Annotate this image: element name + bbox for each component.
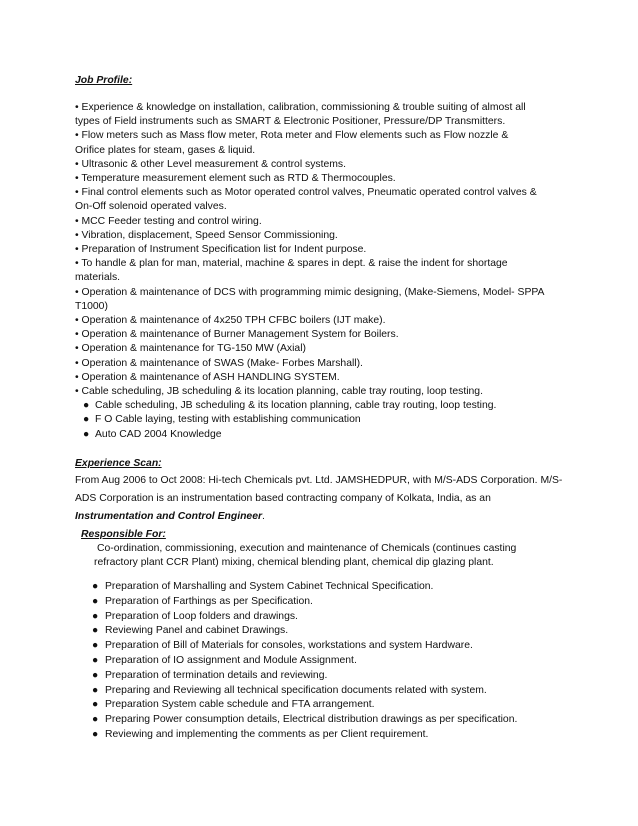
bullet-icon: ●: [92, 669, 99, 681]
responsible-item-text: Preparation of Marshalling and System Cabinet Technical Specification.: [105, 581, 434, 592]
responsible-item: [75, 654, 517, 669]
responsible-item: [75, 580, 517, 595]
bullet-icon: ●: [92, 714, 99, 726]
experience-role-suffix: .: [262, 511, 265, 522]
job-profile-line: • Operation & maintenance for TG-150 MW (Axial): [75, 343, 306, 355]
job-profile-line: • Operation & maintenance of SWAS (Make- Forbes Marshall).: [75, 357, 363, 369]
job-profile-sub-item: [75, 413, 544, 427]
job-profile-line: • Experience & knowledge on installation, calibration, commissioning & trouble suiting of almost all: [75, 102, 526, 113]
bullet-icon: ●: [92, 595, 99, 607]
responsible-item: [75, 610, 517, 625]
job-profile-line: • Operation & maintenance of DCS with programming mimic designing, (Make-Siemens, Model- SPPA: [75, 286, 545, 298]
responsible-list: [75, 580, 517, 743]
job-profile-line: • Temperature measurement element such as RTD & Thermocouples.: [75, 173, 396, 185]
job-profile-sub-item: [75, 428, 544, 442]
responsible-item-text: Reviewing and implementing the comments as per Client requirement.: [105, 728, 429, 740]
job-profile-line: • To handle & plan for man, material, machine & spares in dept. & raise the indent for shortage: [75, 258, 508, 270]
responsible-item-text: Reviewing Panel and cabinet Drawings.: [105, 625, 289, 637]
responsible-item-text: Preparing Power consumption details, Electrical distribution drawings as per specification.: [105, 714, 518, 726]
responsible-desc-line: Co-ordination, commissioning, execution and maintenance of Chemicals (continues casting: [97, 543, 517, 554]
sub-item-text: F O Cable laying, testing with establishing communication: [95, 414, 361, 426]
responsible-item: [75, 669, 517, 684]
responsible-item-text: Preparation of Loop folders and drawings.: [105, 610, 298, 622]
responsible-desc-line: refractory plant CCR Plant) mixing, chemical blending plant, chemical dip glazing plant.: [94, 557, 494, 569]
responsible-item-text: Preparation System cable schedule and FTA arrangement.: [105, 699, 375, 711]
experience-role: Instrumentation and Control Engineer: [75, 511, 263, 522]
responsible-item: [75, 698, 517, 713]
bullet-icon: ●: [92, 699, 99, 711]
responsible-heading: Responsible For:: [81, 529, 166, 540]
experience-role-line: [75, 508, 562, 526]
job-profile-line: • Preparation of Instrument Specification list for Indent purpose.: [75, 244, 367, 256]
responsible-item-text: Preparation of termination details and reviewing.: [105, 669, 328, 681]
sub-item-text: Cable scheduling, JB scheduling & its location planning, cable tray routing, loop testing.: [95, 400, 497, 412]
job-profile-line: • MCC Feeder testing and control wiring.: [75, 215, 262, 227]
responsible-item: [75, 684, 517, 699]
job-profile-line: On-Off solenoid operated valves.: [75, 201, 227, 213]
job-profile-line: • Operation & maintenance of 4x250 TPH CFBC boilers (IJT make).: [75, 315, 386, 327]
job-profile-line: • Ultrasonic & other Level measurement & control systems.: [75, 158, 347, 170]
job-profile-sub-item: [75, 399, 544, 413]
responsible-item: [75, 713, 517, 728]
job-profile-line: T1000): [75, 300, 108, 312]
job-profile-line: materials.: [75, 272, 121, 284]
responsible-desc: [94, 542, 517, 570]
job-profile-heading: Job Profile:: [75, 75, 133, 86]
job-profile-line: • Flow meters such as Mass flow meter, Rota meter and Flow elements such as Flow nozzle &: [75, 130, 509, 142]
bullet-icon: ●: [83, 414, 90, 426]
responsible-item-text: Preparation of IO assignment and Module Assignment.: [105, 654, 357, 666]
job-profile-line: Orifice plates for steam, gases & liquid.: [75, 144, 256, 156]
bullet-icon: ●: [83, 428, 90, 440]
responsible-item: [75, 624, 517, 639]
responsible-item-text: Preparing and Reviewing all technical specification documents related with system.: [105, 684, 487, 696]
job-profile-line: • Vibration, displacement, Speed Sensor Commissioning.: [75, 229, 338, 241]
bullet-icon: ●: [92, 684, 99, 696]
sub-item-text: Auto CAD 2004 Knowledge: [95, 428, 222, 440]
job-profile-list: [75, 101, 544, 442]
responsible-item-text: Preparation of Farthings as per Specification.: [105, 595, 313, 607]
job-profile-line: • Operation & maintenance of ASH HANDLING SYSTEM.: [75, 371, 340, 383]
experience-line: From Aug 2006 to Oct 2008: Hi-tech Chemicals pvt. Ltd. JAMSHEDPUR, with M/S-ADS Corporation. M/S-: [75, 475, 563, 486]
bullet-icon: ●: [92, 581, 99, 592]
bullet-icon: ●: [92, 610, 99, 622]
experience-line: ADS Corporation is an instrumentation based contracting company of Kolkata, India, as an: [75, 493, 491, 504]
bullet-icon: ●: [92, 728, 99, 740]
job-profile-line: • Operation & maintenance of Burner Management System for Boilers.: [75, 329, 399, 341]
bullet-icon: ●: [92, 640, 99, 652]
job-profile-line: types of Field instruments such as SMART & Electronic Positioner, Pressure/DP Transmitters.: [75, 116, 506, 128]
responsible-item-text: Preparation of Bill of Materials for consoles, workstations and system Hardware.: [105, 640, 473, 652]
responsible-item: [75, 639, 517, 654]
experience-text: [75, 472, 562, 526]
job-profile-line: • Final control elements such as Motor operated control valves, Pneumatic operated control valves &: [75, 187, 537, 199]
bullet-icon: ●: [92, 654, 99, 666]
responsible-item: [75, 595, 517, 610]
experience-heading: Experience Scan:: [75, 458, 162, 469]
bullet-icon: ●: [83, 400, 90, 412]
responsible-item: [75, 728, 517, 743]
bullet-icon: ●: [92, 625, 99, 637]
job-profile-line: • Cable scheduling, JB scheduling & its location planning, cable tray routing, loop testing.: [75, 386, 483, 398]
